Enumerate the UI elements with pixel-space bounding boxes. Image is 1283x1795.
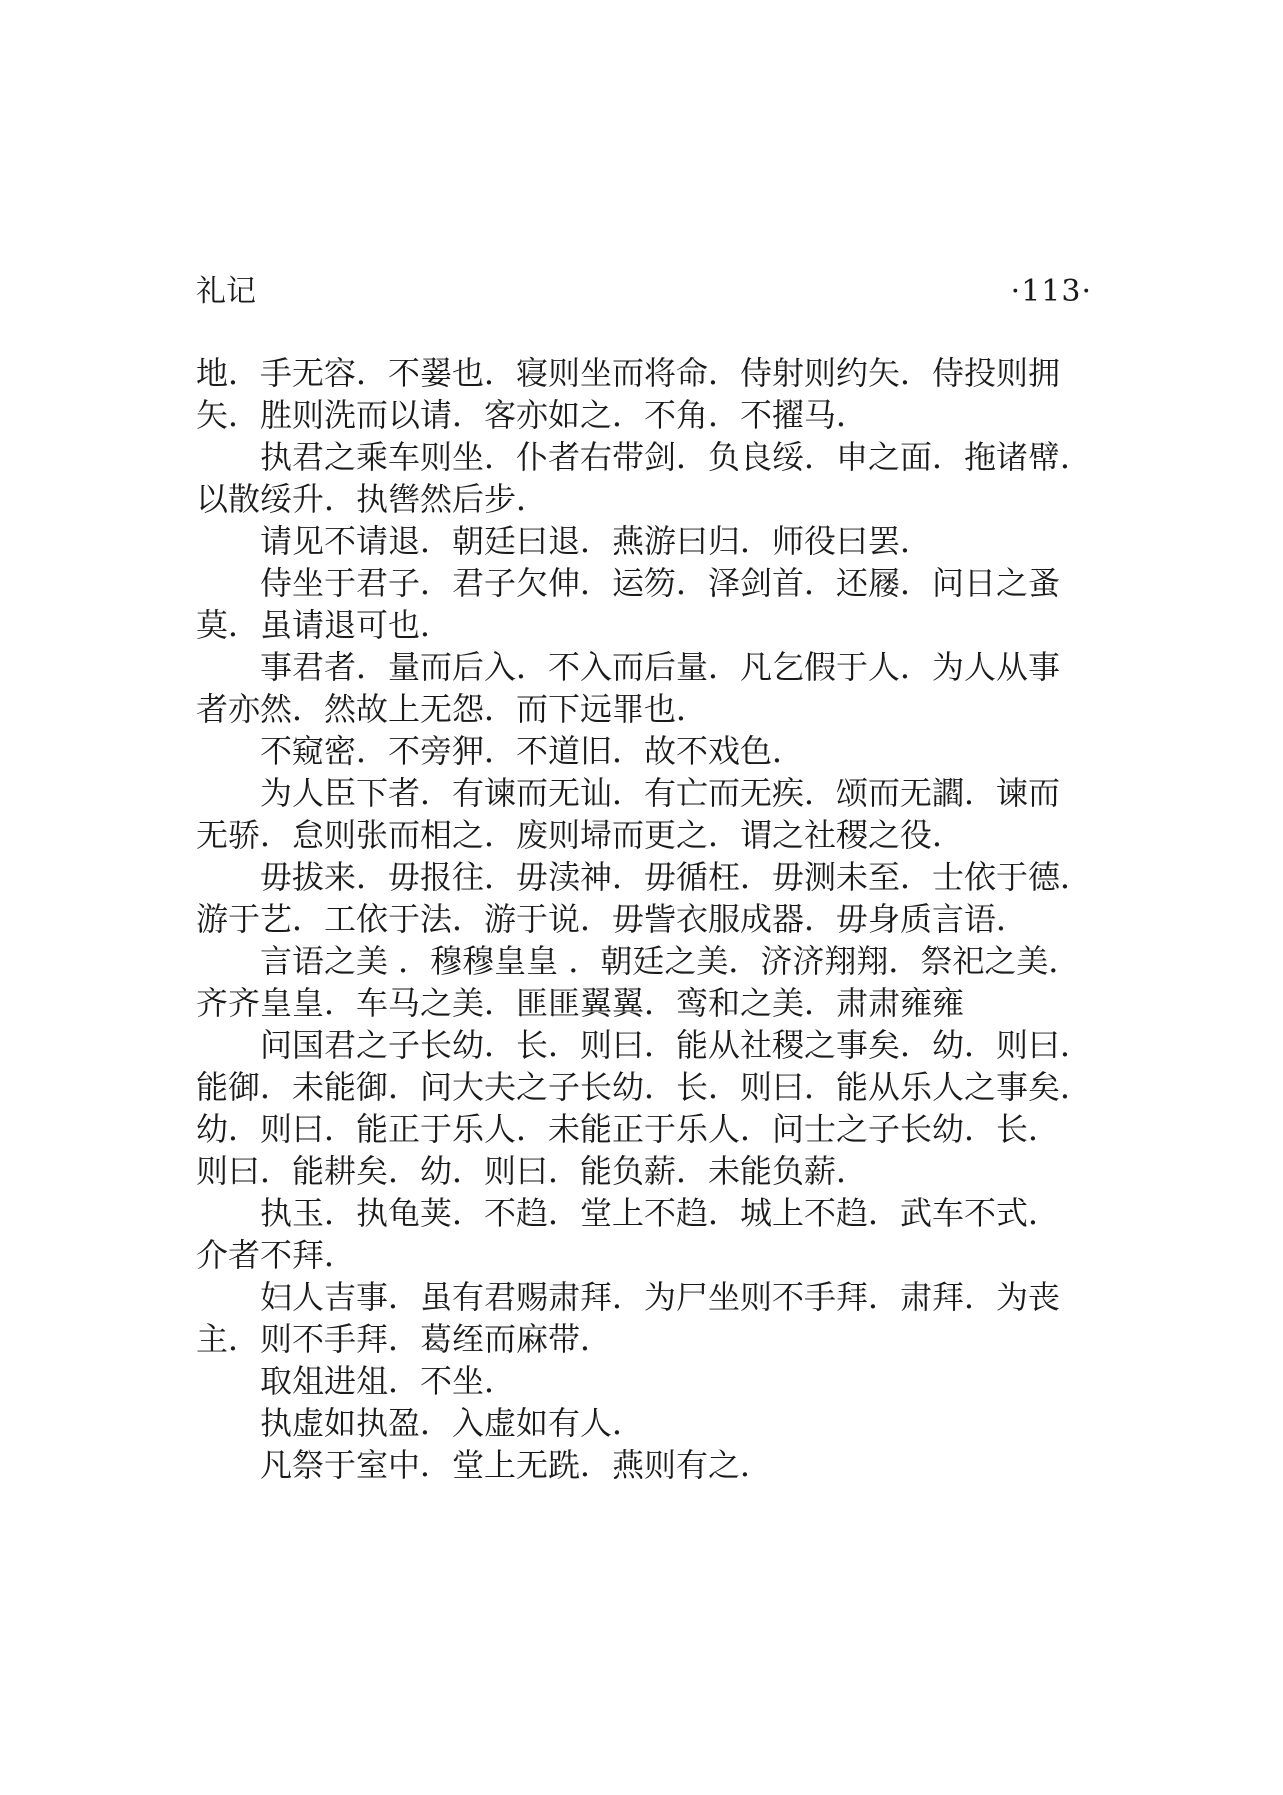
text-line: 取俎进俎．不坐． bbox=[260, 1362, 517, 1400]
text-line: 为人臣下者．有谏而无讪．有亡而无疾．颂而无讇．谏而 bbox=[260, 774, 1061, 812]
text-line: 妇人吉事．虽有君赐肃拜．为尸坐则不手拜．肃拜．为丧 bbox=[260, 1278, 1061, 1316]
text-line: 能御．未能御．问大夫之子长幼．长．则曰．能从乐人之事矣． bbox=[196, 1068, 1093, 1106]
text-line: 主．则不手拜．葛绖而麻带． bbox=[196, 1320, 613, 1358]
text-line: 执虚如执盈．入虚如有人． bbox=[260, 1404, 645, 1442]
text-line: 则曰．能耕矣．幼．则曰．能负薪．未能负薪． bbox=[196, 1152, 869, 1190]
text-line: 游于艺．工依于法．游于说．毋訾衣服成器．毋身质言语． bbox=[196, 900, 1029, 938]
text-line: 执君之乘车则坐．仆者右带剑．负良绥．申之面．拖诸幦． bbox=[260, 438, 1093, 476]
page-number: ·113· bbox=[1010, 274, 1092, 309]
text-line: 地．手无容．不翣也．寝则坐而将命．侍射则约矢．侍投则拥 bbox=[196, 354, 1061, 392]
text-line: 以散绥升．执辔然后步． bbox=[196, 480, 549, 518]
text-line: 齐齐皇皇．车马之美．匪匪翼翼．鸾和之美．肃肃雍雍 bbox=[196, 984, 965, 1022]
text-line: 请见不请退．朝廷曰退．燕游曰归．师役曰罢． bbox=[260, 522, 933, 560]
text-line: 毋拔来．毋报往．毋渎神．毋循枉．毋测未至．士依于德． bbox=[260, 858, 1093, 896]
text-line: 者亦然．然故上无怨．而下远罪也． bbox=[196, 690, 709, 728]
text-line: 侍坐于君子．君子欠伸．运笏．泽剑首．还屦．问日之蚤 bbox=[260, 564, 1061, 602]
text-line: 莫．虽请退可也． bbox=[196, 606, 453, 644]
body-text bbox=[196, 352, 1108, 1486]
text-line: 言语之美 ．穆穆皇皇 ．朝廷之美．济济翔翔．祭祀之美． bbox=[260, 942, 1081, 980]
text-line: 执玉．执龟荚．不趋．堂上不趋．城上不趋．武车不式． bbox=[260, 1194, 1061, 1232]
text-line: 介者不拜． bbox=[196, 1236, 357, 1274]
book-title: 礼记 bbox=[196, 274, 256, 309]
text-line: 无骄．怠则张而相之．废则埽而更之．谓之社稷之役． bbox=[196, 816, 965, 854]
text-line: 幼．则曰．能正于乐人．未能正于乐人．问士之子长幼．长． bbox=[196, 1110, 1061, 1148]
running-head bbox=[196, 272, 1092, 312]
text-line: 矢．胜则洗而以请．客亦如之．不角．不擢马． bbox=[196, 396, 869, 434]
text-line: 事君者．量而后入．不入而后量．凡乞假于人．为人从事 bbox=[260, 648, 1061, 686]
text-line: 不窥密．不旁狎．不道旧．故不戏色． bbox=[260, 732, 805, 770]
text-line: 问国君之子长幼．长．则曰．能从社稷之事矣．幼．则曰． bbox=[260, 1026, 1093, 1064]
text-line: 凡祭于室中．堂上无跣．燕则有之． bbox=[260, 1446, 773, 1484]
